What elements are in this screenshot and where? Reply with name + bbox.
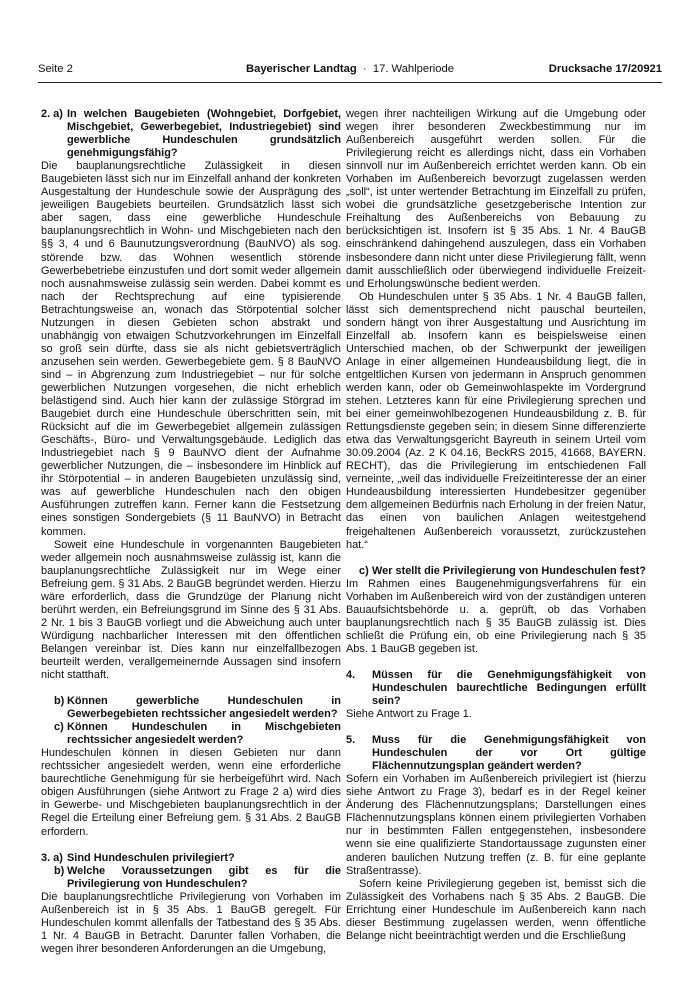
- answer-2a-paragraph-2: Soweit eine Hundeschule in vorgenannten Baugebieten weder allgemein noch ausnahmsweise zulässig ist, kann die bauplanungsrechtliche Zulässigkeit nur im Wege einer Befreiung gem. § 31 Abs. 2 BauGB begründet werden. Hierzu wäre erforderlich, dass die Grundzüge der Planung nicht berührt werden, ein Befreiungsgrund im Sinne des § 31 Abs. 2 Nr. 1 bis 3 BauGB vorliegt und die Abweichung auch unter Würdigung nachbarlicher Interessen mit den öffentlichen Belangen vereinbar ist. Dies kann nur einzelfallbezogen beurteilt werden, verallgemeinernde Aussagen sind insofern nicht statthaft.: [41, 538, 341, 682]
- answer-2bc: Hundeschulen können in diesen Gebieten nur dann rechtssicher angesiedelt werden, wenn eine erforderliche baurechtliche Genehmigung für sie herbeigeführt wird. Nach obigen Ausführungen (siehe Antwort zu Frage 2 a) wird dies in Gewerbe- und Mischgebieten bauplanungsrechtlich in der Regel die Erteilung einer Befreiung gem. § 31 Abs. 2 BauGB erfordern.: [41, 747, 341, 838]
- question-text: Müssen für die Genehmigungsfähigkeit von Hundeschulen baurechtliche Bedingungen erfüllt sein?: [372, 668, 646, 708]
- question-number: 2. a): [41, 108, 63, 120]
- question-number: 3. a): [41, 851, 63, 864]
- answer-5-paragraph-1: Sofern ein Vorhaben im Außenbereich privilegiert ist (hierzu siehe Antwort zu Frage 3), bedarf es in der Regel keiner Änderung des Flächennutzungsplans; Darstellungen eines Flächennutzungsplans können einem privilegierten Vorhaben nur in bestimmten Fällen entgegenstehen, insbesondere wenn sie eine qualifizierte Standortaussage zugunsten einer anderen baulichen Nutzung treffen (z. B. für eine geplante Straßentrasse).: [346, 773, 646, 877]
- page-number: Seite 2: [38, 63, 73, 75]
- header-separator: ·: [362, 63, 367, 75]
- parliament-name: Bayerischer Landtag: [246, 63, 357, 75]
- question-3c: [346, 565, 646, 578]
- legislative-period: 17. Wahlperiode: [372, 63, 454, 75]
- question-text: Sind Hundeschulen privilegiert?: [67, 851, 235, 864]
- answer-3ab: Die bauplanungsrechtliche Privilegierung von Vorhaben im Außenbereich ist in § 35 Abs. 1 BauGB geregelt. Für Hundeschulen kommt allenfalls der Tatbestand des § 35 Abs. 1 Nr. 4 BauGB in Betracht. Darunter fallen Vorhaben, die wegen ihrer besonderen Anforderungen an die Umgebung,: [41, 890, 341, 955]
- left-column: [41, 108, 341, 956]
- question-number: b): [54, 695, 65, 708]
- right-column: [346, 108, 646, 943]
- question-text: In welchen Baugebieten (Wohngebiet, Dorfgebiet, Mischgebiet, Gewerbegebiet, Industriegebiet) sind gewerbliche Hundeschulen grundsätzlich genehmigungsfähig?: [67, 108, 341, 160]
- question-2a: [41, 108, 341, 160]
- question-text: Muss für die Genehmigungsfähigkeit von Hundeschulen der vor Ort gültige Flächennutzungsplan geändert werden?: [372, 734, 646, 773]
- document-number: Drucksache 17/20921: [548, 63, 662, 75]
- question-3b: [41, 865, 341, 891]
- question-number: c): [359, 564, 369, 577]
- question-number: 5.: [346, 734, 356, 747]
- answer-4: Siehe Antwort zu Frage 1.: [346, 708, 472, 721]
- question-2b: [41, 695, 341, 721]
- question-text: Welche Voraussetzungen gibt es für die Privilegierung von Hundeschulen?: [67, 864, 341, 890]
- answer-5-paragraph-2: Sofern keine Privilegierung gegeben ist, bemisst sich die Zulässigkeit des Vorhabens nach § 35 Abs. 2 BauGB. Die Errichtung einer Hundeschule im Außenbereich kann nach dieser Bestimmung zugelassen werden, wenn öffentliche Belange nicht beeinträchtigt werden und die Erschließung: [346, 877, 646, 942]
- question-2c: [41, 721, 341, 747]
- question-number: c): [54, 721, 64, 734]
- question-3a: [41, 852, 341, 865]
- question-text: Können gewerbliche Hundeschulen in Gewerbegebieten rechtssicher angesiedelt werden?: [67, 695, 341, 721]
- question-number: 4.: [346, 668, 356, 681]
- question-number: b): [54, 864, 65, 877]
- question-text: Wer stellt die Privilegierung von Hundeschulen fest?: [372, 564, 646, 577]
- question-text: Können Hundeschulen in Mischgebieten rechtssicher angesiedelt werden?: [67, 721, 341, 747]
- answer-3c: Im Rahmen eines Baugenehmigungsverfahrens für ein Vorhaben im Außenbereich wird von der zuständigen unteren Bauaufsichtsbehörde u. a. geprüft, ob das Vorhaben bauplanungsrechtlich nach § 35 BauGB zulässig ist. Dies schließt die Prüfung ein, ob eine Privilegierung nach § 35 Abs. 1 BauGB gegeben ist.: [346, 577, 646, 655]
- answer-3ab-paragraph-2: Ob Hundeschulen unter § 35 Abs. 1 Nr. 4 BauGB fallen, lässt sich dementsprechend nicht pauschal beurteilen, sondern hängt von ihrer Ausgestaltung und Ausrichtung im Einzelfall ab. Insofern kann es beispielsweise einen Unterschied machen, ob der Schwerpunkt der jeweiligen Anlage in einer allgemeinen Hundeausbildung liegt, die in entgeltlichen Kursen von jedermann in Anspruch genommen werden kann, oder ob Gemeinwohlaspekte im Vordergrund stehen. Letzteres kann für eine Privilegierung sprechen und bei einer gemeinwohlbezogenen Hundeausbildung z. B. für Rettungsdienste gegeben sein; in diesem Sinne differenzierte etwa das Verwaltungsgericht Bayreuth in seinem Urteil vom 30.09.2004 (Az. 2 K 04.16, BeckRS 2015, 41668, BAYERN. RECHT), das die Privilegierung im entschiedenen Fall verneinte, „weil das individuelle Freizeitinteresse der an einer Hundeausbildung interessierten Hundebesitzer gegenüber dem allgemeinen Bedürfnis nach Erholung in der freien Natur, das einen von baulichen Anlagen weitestgehend freigehaltenen Außenbereich voraussetzt, zurückzustehen hat.“: [346, 290, 646, 551]
- answer-3ab-continued: wegen ihrer nachteiligen Wirkung auf die Umgebung oder wegen ihrer besonderen Zweckbestimmung nur im Außenbereich ausgeführt werden sollen. Für die Privilegierung reicht es allerdings nicht, dass ein Vorhaben sinnvoll nur im Außenbereich errichtet werden kann. Ob ein Vorhaben im Außenbereich bevorzugt zugelassen werden „soll“, ist unter wertender Betrachtung im Einzelfall zu prüfen, wobei die grundsätzliche gesetzgeberische Intention zur Freihaltung des Außenbereichs von Bebauung zu berücksichtigen ist. Insofern ist § 35 Abs. 1 Nr. 4 BauGB einschränkend dahingehend auszulegen, dass ein Vorhaben insbesondere dann nicht unter diese Privilegierung fällt, wenn damit ausschließlich oder überwiegend individuelle Freizeit- und Erholungswünsche bedient werden.: [346, 108, 646, 290]
- header-divider: [38, 82, 662, 83]
- page-header: [38, 62, 662, 76]
- question-4: [346, 669, 646, 708]
- answer-2a-paragraph-1: Die bauplanungsrechtliche Zulässigkeit in diesen Baugebieten lässt sich nur im Einzelfall anhand der konkreten Ausgestaltung der Hundeschule sowie der Ausprägung des jeweiligen Baugebiets beurteilen. Grundsätzlich lässt sich aber sagen, dass eine gewerbliche Hundeschule bauplanungsrechtlich in Wohn- und Mischgebieten nach den §§ 3, 4 und 6 Baunutzungsverordnung (BauNVO) als sog. störende bzw. das Wohnen wesentlich störende Gewerbebetriebe einzustufen und dort somit weder allgemein noch ausnahmsweise zulässig sein werden. Dabei kommt es nach der Rechtsprechung auf eine typisierende Betrachtungsweise an, wonach das Störpotential solcher Nutzungen in diesen Gebieten schon abstrakt und unabhängig von etwaigen Schutzvorkehrungen im Einzelfall so groß sein dürfte, dass sie als nicht gebietsverträglich anzusehen sein werden. Gewerbegebiete gem. § 8 BauNVO sind – in Abgrenzung zum Industriegebiet – nur für solche gewerblichen Nutzungen vorgesehen, die nicht erheblich belästigend sind. Auch hier kann der zulässige Störgrad im Baugebiet durch eine Hundeschule überschritten sein, mit Rücksicht auf die im Gewerbegebiet allgemein zulässigen Geschäfts-, Büro- und Verwaltungsgebäude. Lediglich das Industriegebiet nach § 9 BauNVO dient der Aufnahme gewerblicher Nutzungen, die – insbesondere im Hinblick auf ihr Störpotential – in anderen Baugebieten unzulässig sind, was auf gewerbliche Hundeschulen nach den obigen Ausführungen zutreffen kann. Ferner kann die Festsetzung eines sonstigen Sondergebiets (§ 11 BauNVO) in Betracht kommen.: [41, 160, 341, 538]
- question-5: [346, 734, 646, 773]
